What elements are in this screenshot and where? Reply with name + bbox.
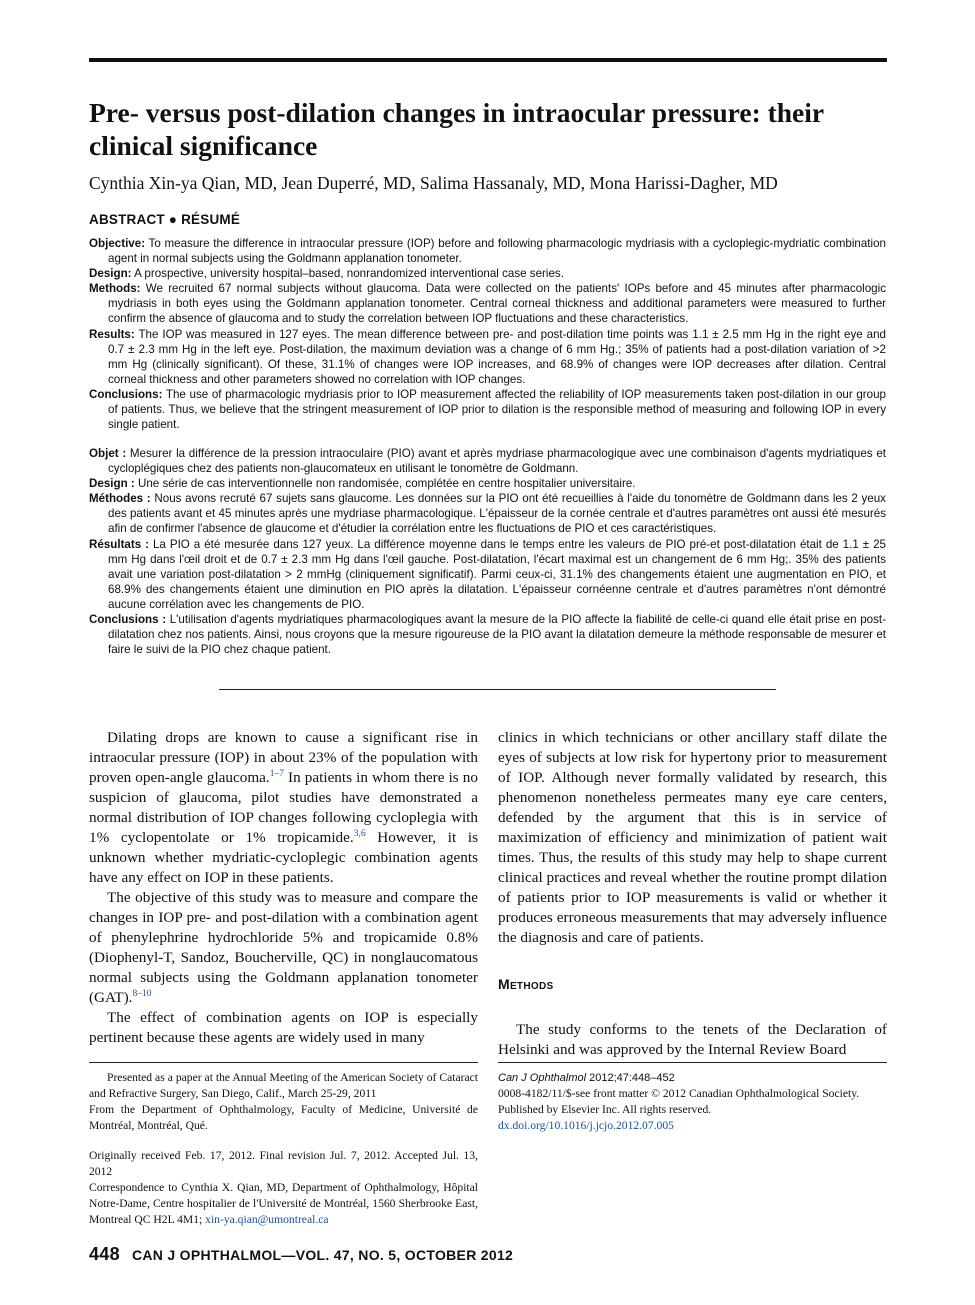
abstract-methods: Methods: We recruited 67 normal subjects without glaucoma. Data were collected on the patients' IOPs before and 45 minutes after pharmacologic mydriasis in both eyes using the Goldmann applanation tonometer. Central corneal thickness and additional parameters were measured to further confirm the absence of glaucoma and to study the correlation between IOP fluctuations and these characteristics. bbox=[89, 282, 886, 326]
page-footer bbox=[89, 1244, 513, 1265]
resume-methodes: Méthodes : Nous avons recruté 67 sujets sans glaucome. Les données sur la PIO ont été recueillies à l'aide du tonomètre de Goldmann dans les 2 yeux des patients avant et 45 minutes après une mydriase pharmacologique. L'épaisseur de la cornée centrale et d'autres paramètres ont aussi été mesurés afin de confirmer l'absence de glaucome et d'étudier la corrélation entre les fluctuations de PIO et ces caractéristiques. bbox=[89, 492, 886, 536]
author-list: Cynthia Xin-ya Qian, MD, Jean Duperré, MD, Salima Hassanaly, MD, Mona Harissi-Dagher, MD bbox=[89, 173, 778, 193]
abstract-heading: ABSTRACT ● RÉSUMÉ bbox=[89, 212, 241, 227]
body-column-right bbox=[498, 728, 887, 1060]
body-paragraph-3: The effect of combination agents on IOP is especially pertinent because these agents are widely used in many bbox=[89, 1009, 478, 1046]
journal-info bbox=[498, 1070, 887, 1134]
body-paragraph-2: The objective of this study was to measure and compare the changes in IOP pre- and post-dilation with a combination agent of phenylephrine hydrochloride 5% and tropicamide 0.8% (Diophenyl-T, Sandoz, Boucherville, QC) in nonglaucomatous normal subjects using the Goldmann applanation tonometer (GAT).$^{8-10}$ bbox=[89, 889, 478, 1006]
abstract-english bbox=[89, 236, 886, 432]
footnote-received: Originally received Feb. 17, 2012. Final revision Jul. 7, 2012. Accepted Jul. 13, 2012 bbox=[89, 1149, 478, 1178]
citation-ref[interactable]: 3,6 bbox=[353, 828, 366, 839]
journal-citation: Can J Ophthalmol 2012;47:448–452 bbox=[498, 1072, 675, 1084]
body-paragraph-1: Dilating drops are known to cause a significant rise in intraocular pressure (IOP) in about 23% of the population with proven open-angle glaucoma.$^{1-7}$ In patients in whom there is no suspicion of glaucoma, pilot studies have demonstrated a normal distribution of IOP changes following cycloplegia with 1% cyclopentolate or 1% tropicamide.$^{3,6}$ However, it is unknown whether mydriatic-cycloplegic combination agents have any effect on IOP in these patients. bbox=[89, 729, 479, 886]
footnote-rule bbox=[89, 1062, 478, 1063]
doi-link[interactable]: dx.doi.org/10.1016/j.jcjo.2012.07.005 bbox=[498, 1119, 674, 1132]
abstract-objective: Objective: To measure the difference in intraocular pressure (IOP) before and following pharmacologic mydriasis with a cycloplegic-mydriatic combination agent in normal subjects using the Goldmann applanation tonometer. bbox=[89, 237, 886, 266]
email-link[interactable]: xin-ya.qian@umontreal.ca bbox=[205, 1213, 329, 1226]
resume-conclusions: Conclusions : L'utilisation d'agents mydriatiques pharmacologiques avant la mesure de la PIO affecte la fiabilité de celle-ci quand elle était prise en post-dilatation chez nos patients. Ainsi, nous croyons que la mesure rigoureuse de la PIO avant la dilatation demeure la méthode responsable de mesurer et faire le suivi de la PIO chez chaque patient. bbox=[89, 613, 886, 657]
abstract-french bbox=[89, 446, 886, 657]
abstract-results: Results: The IOP was measured in 127 eyes. The mean difference between pre- and post-dilation time points was 1.1 ± 2.5 mm Hg in the right eye and 0.7 ± 2.3 mm Hg in the left eye. Post-dilation, the maximum deviation was a change of 6 mm Hg.; 35% of patients had a post-dilation variation of >2 mm Hg (clinically significant). Of these, 31.1% of changes were IOP increases, and 68.9% of changes were IOP decreases after dilation. Central corneal thickness and other parameters showed no correlation with IOP changes. bbox=[89, 327, 886, 386]
journal-info-rule bbox=[498, 1062, 887, 1063]
methods-paragraph-1: The study conforms to the tenets of the Declaration of Helsinki and was approved by the Internal Review Board bbox=[498, 1021, 887, 1058]
footnotes bbox=[89, 1070, 478, 1228]
body-column-left bbox=[89, 728, 478, 1048]
body-paragraph-3-continued: clinics in which technicians or other ancillary staff dilate the eyes of subjects at low risk for hypertony prior to measurement of IOP. Although never formally validated by research, this phenomenon nonetheless permeates many eye care centers, defended by the argument that this is in service of maximization of efficiency and minimization of patient wait times. Thus, the results of this study may help to shape current clinical practices and reveal whether the routine prompt dilation of patients prior to IOP measurements is valid or whether it produces erroneous measurements that may adversely influence the diagnosis and care of patients. bbox=[498, 729, 887, 946]
page-number: 448 bbox=[89, 1244, 120, 1264]
abstract-design: Design: A prospective, university hospital–based, nonrandomized interventional case series. bbox=[89, 267, 564, 281]
article-title: Pre- versus post-dilation changes in intraocular pressure: their clinical significance bbox=[89, 97, 824, 161]
citation-ref[interactable]: 8–10 bbox=[132, 988, 152, 999]
footnote-presented: Presented as a paper at the Annual Meeting of the American Society of Cataract and Refractive Surgery, San Diego, Calif., March 25-29, 2011 bbox=[89, 1071, 478, 1100]
methods-heading: Methods bbox=[498, 976, 554, 992]
journal-copyright: 0008-4182/11/$-see front matter © 2012 Canadian Ophthalmological Society. Published by Elsevier Inc. All rights reserved. bbox=[498, 1087, 860, 1116]
top-rule bbox=[89, 58, 887, 62]
resume-design: Design : Une série de cas interventionnelle non randomisée, complétée en centre hospitalier universitaire. bbox=[89, 477, 636, 491]
journal-running-footer: CAN J OPHTHALMOL—VOL. 47, NO. 5, OCTOBER 2012 bbox=[131, 1247, 514, 1263]
abstract-divider bbox=[219, 689, 776, 690]
journal-doi bbox=[498, 1118, 887, 1134]
resume-resultats: Résultats : La PIO a été mesurée dans 127 yeux. La différence moyenne dans le temps entre les valeurs de PIO pré-et post-dilatation était de 1.1 ± 25 mm Hg dans l'œil droit et de 0.7 ± 2.3 mm Hg dans l'œil gauche. Post-dilatation, l'écart maximal est un changement de 6 mm Hg;. 35% des patients avait une variation post-dilatation > 2 mmHg (cliniquement significatif). Parmi ceux-ci, 31.1% des changements étaient une augmentation en PIO, et 68.9% des changements étaient une diminution en PIO après la dilatation. L'épaisseur cornéenne centrale et d'autres paramètres n'ont démontré aucune corrélation avec les changements de PIO. bbox=[89, 537, 886, 611]
footnote-correspondence: Correspondence to Cynthia X. Qian, MD, Department of Ophthalmology, Hôpital Notre-Dame, Centre hospitalier de l'Université de Montréal, 1560 Sherbrooke East, Montreal QC H2L 4M1; xin-ya.qian@umontreal.ca bbox=[89, 1181, 478, 1226]
abstract-conclusions: Conclusions: The use of pharmacologic mydriasis prior to IOP measurement affected the reliability of IOP measurements taken post-dilation in our group of patients. Thus, we believe that the stringent measurement of IOP prior to dilation is the responsible method of measuring and following IOP in every single patient. bbox=[89, 387, 886, 432]
citation-ref[interactable]: 1–7 bbox=[269, 768, 284, 779]
footnote-affiliation: From the Department of Ophthalmology, Faculty of Medicine, Université de Montréal, Montréal, Qué. bbox=[89, 1103, 478, 1132]
resume-objet: Objet : Mesurer la différence de la pression intraoculaire (PIO) avant et après mydriase pharmacologique avec une combinaison d'agents mydriatiques et cycloplégiques chez des patients non-glaucomateux en utilisant le tonomètre de Goldmann. bbox=[89, 447, 886, 476]
